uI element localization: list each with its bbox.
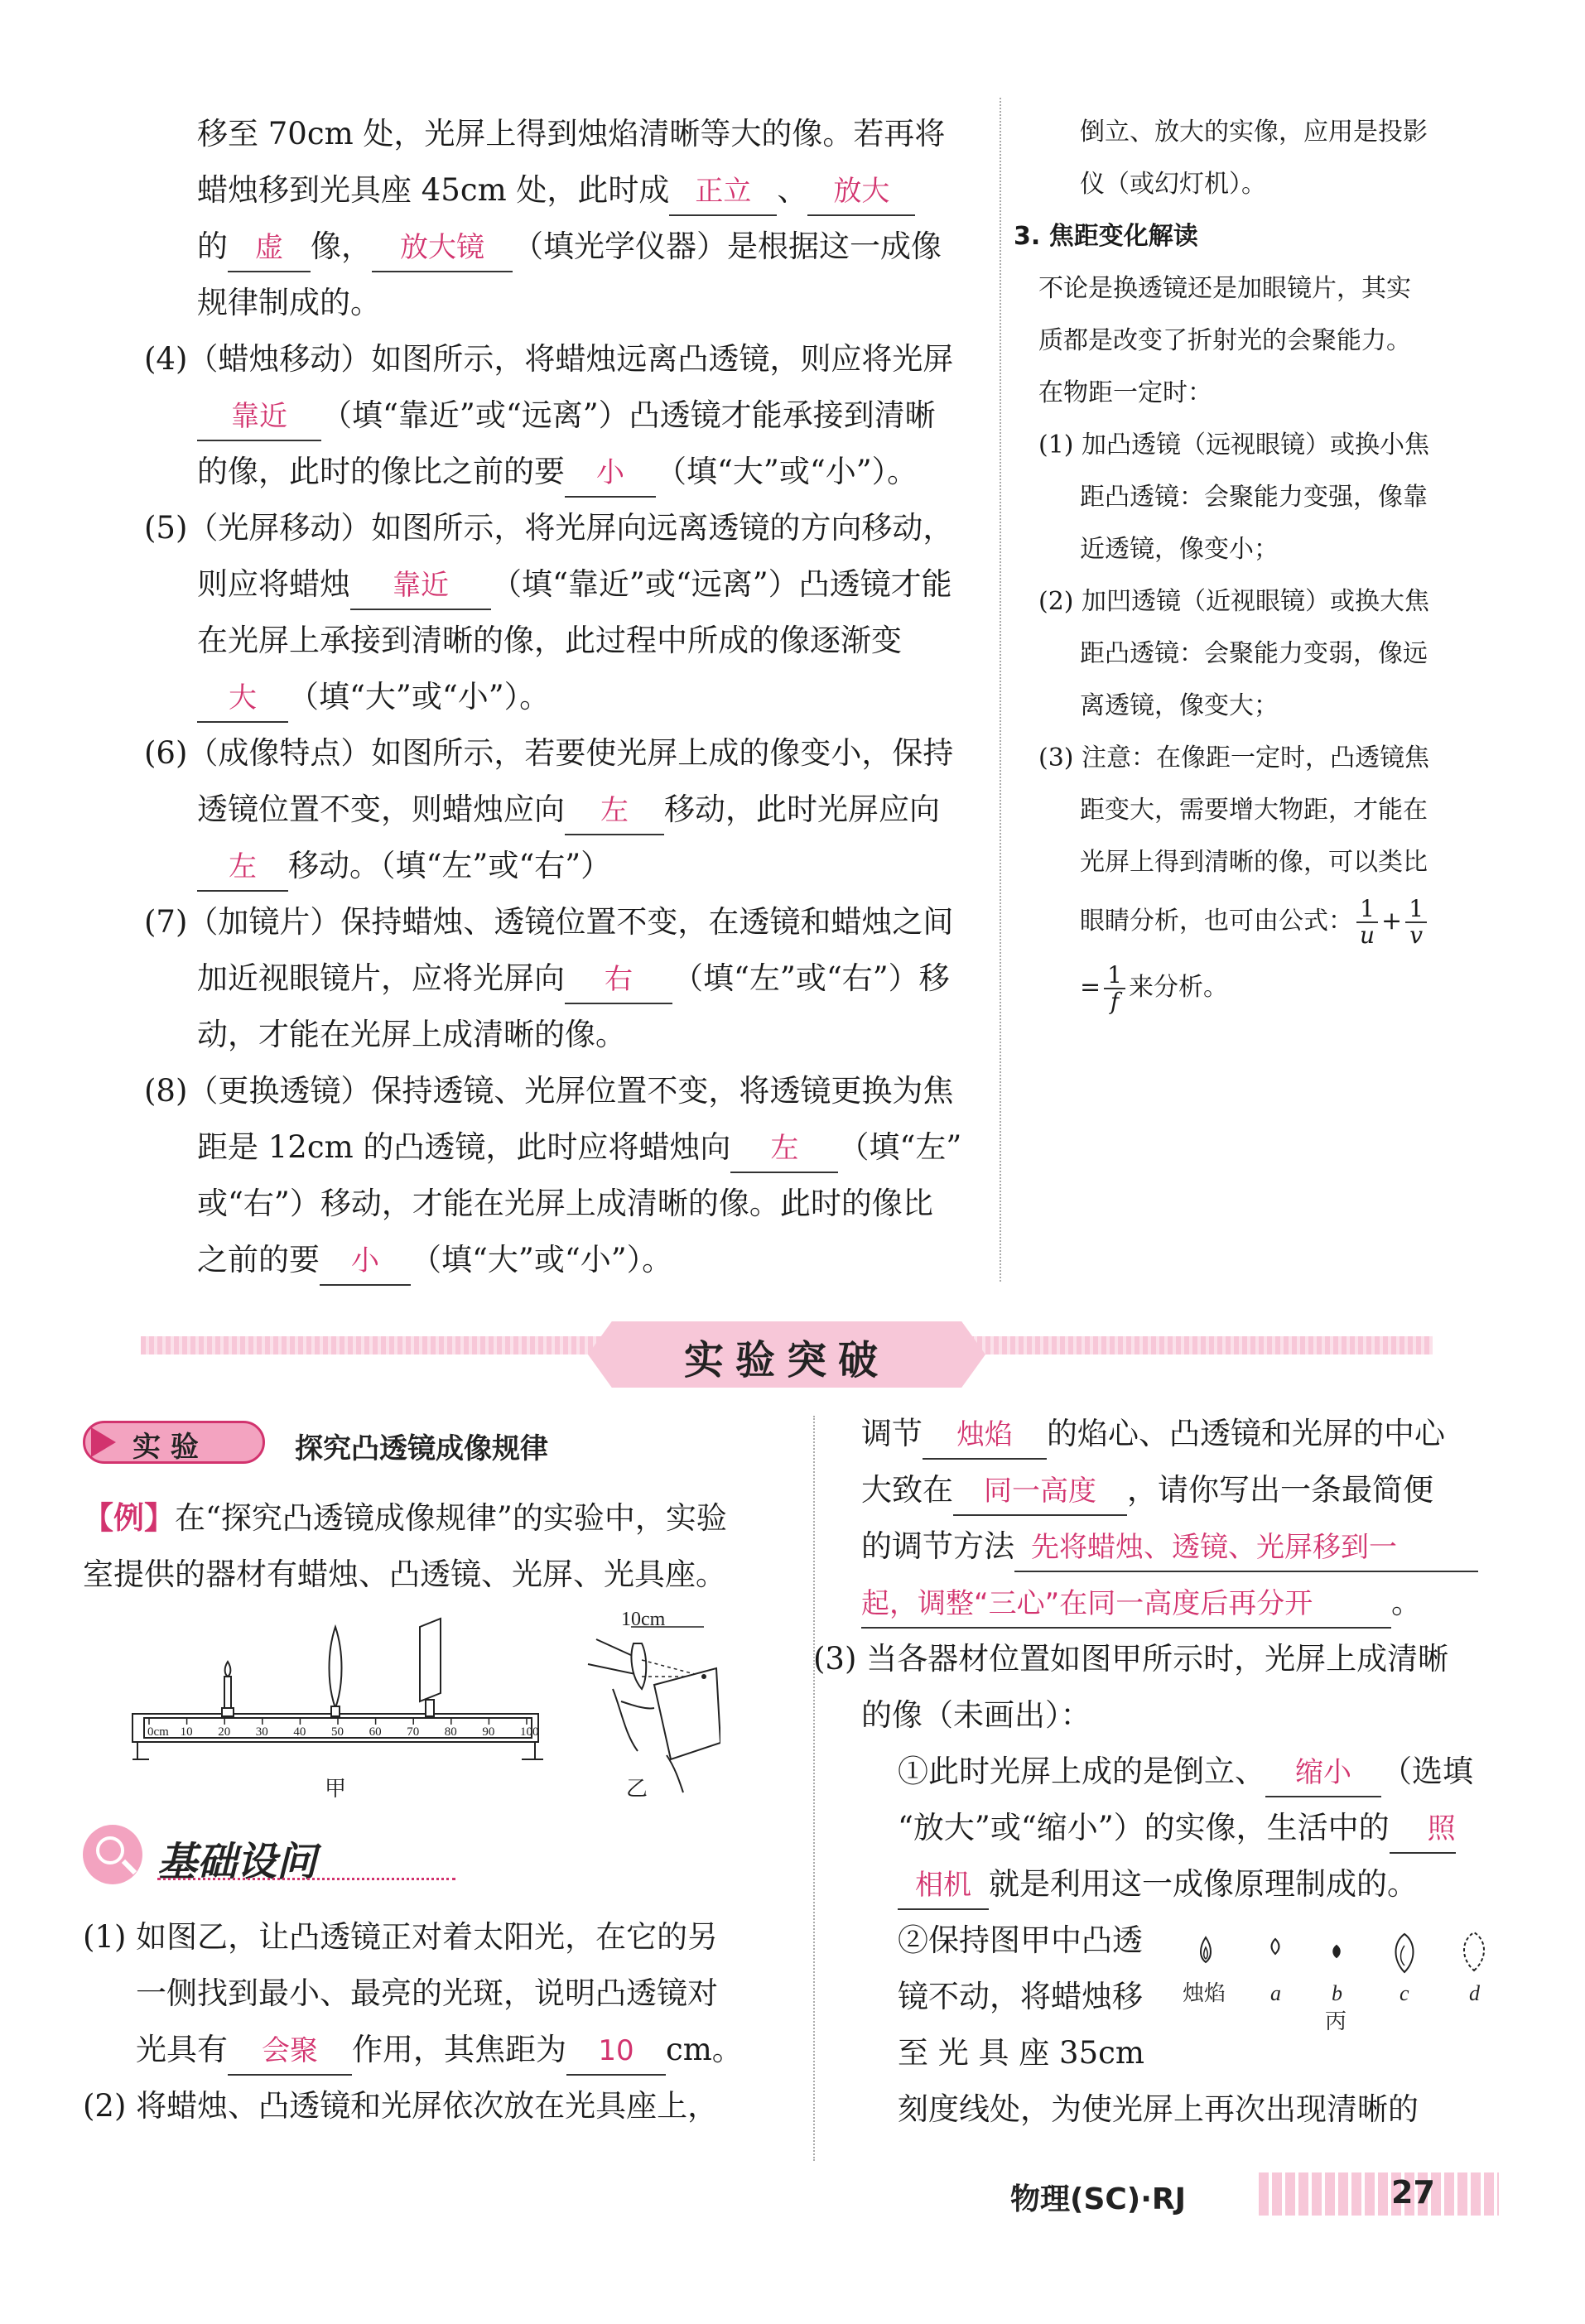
basics-underline bbox=[157, 1878, 455, 1880]
text-line: 之前的要 小 （填“大”或“小”）。 bbox=[197, 1232, 984, 1288]
answer-blank[interactable]: 同一高度 bbox=[953, 1468, 1127, 1516]
basics-header bbox=[83, 1821, 497, 1888]
answer-blank[interactable]: 先将蜡烛、透镜、光屏移到一 bbox=[1014, 1524, 1478, 1572]
text-line: 距是 12cm 的凸透镜，此时应将蜡烛向 左 （填“左” bbox=[197, 1119, 984, 1176]
text-line: 一侧找到最小、最亮的光斑，说明凸透镜对 bbox=[136, 1975, 718, 2011]
banner-title: 实验突破 bbox=[683, 1337, 889, 1383]
column-divider-bottom bbox=[813, 1416, 815, 2161]
page-footer bbox=[1010, 2169, 1507, 2219]
fraction: $\frac{1}{f}$ bbox=[1104, 963, 1125, 1014]
note-line: (2) 加凹透镜（近视眼镜）或换大焦 bbox=[1038, 587, 1430, 616]
note-line: 不论是换透镜还是加眼镜片，其实 bbox=[1038, 274, 1411, 303]
text-line: 动，才能在光屏上成清晰的像。 bbox=[197, 1017, 626, 1052]
note-line: (1) 加凸透镜（远视眼镜）或换小焦 bbox=[1038, 431, 1430, 460]
figure-jia-label: 甲 bbox=[325, 1777, 347, 1802]
answer-blank[interactable]: 左 bbox=[197, 844, 288, 892]
text-line: 加近视眼镜片，应将光屏向 右 （填“左”或“右”）移 bbox=[197, 950, 984, 1007]
text-line: 的 虚 像， 放大镜 （填光学仪器）是根据这一成像 bbox=[197, 219, 984, 275]
question-2: (2) 将蜡烛、凸透镜和光屏依次放在光具座上， bbox=[83, 2088, 719, 2124]
text-line: 左 移动。（填“左”或“右”） bbox=[197, 838, 984, 894]
answer-blank[interactable]: 起，调整“三心”在同一高度后再分开 bbox=[861, 1581, 1391, 1629]
text-line: 蜡烛移到光具座 45cm 处，此时成 正立 、 放大 bbox=[197, 162, 984, 219]
text-line: 的调节方法 先将蜡烛、透镜、光屏移到一 bbox=[861, 1518, 1524, 1575]
section-banner bbox=[141, 1321, 1433, 1388]
answer-blank[interactable]: 左 bbox=[565, 787, 664, 835]
answer-blank[interactable]: 左 bbox=[730, 1125, 838, 1173]
flame-label-d: d bbox=[1469, 1981, 1480, 2005]
answer-blank[interactable]: 照 bbox=[1390, 1806, 1456, 1854]
text-line: 的像，此时的像比之前的要 小 （填“大”或“小”）。 bbox=[197, 444, 984, 500]
note-line: 距凸透镜：会聚能力变弱，像远 bbox=[1080, 639, 1428, 668]
note-line: 倒立、放大的实像，应用是投影 bbox=[1080, 118, 1428, 147]
experiment-tag-label: 实 验 bbox=[132, 1431, 199, 1464]
answer-blank[interactable]: 正立 bbox=[669, 168, 777, 216]
answer-blank[interactable]: 10 bbox=[566, 2028, 666, 2076]
ruler-label: 90 bbox=[482, 1725, 495, 1739]
question-7: (7)（加镜片）保持蜡烛、透镜位置不变，在透镜和蜡烛之间 bbox=[144, 904, 954, 940]
question-5: (5)（光屏移动）如图所示，将光屏向远离透镜的方向移动， bbox=[144, 510, 954, 546]
left-column-top bbox=[144, 106, 984, 1288]
text-line: 或“右”）移动，才能在光屏上成清晰的像。此时的像比 bbox=[197, 1186, 933, 1221]
answer-blank[interactable]: 会聚 bbox=[228, 2028, 352, 2076]
text-line: ②保持图甲中凸透 bbox=[898, 1922, 1143, 1958]
ruler-label: 0cm bbox=[147, 1725, 169, 1739]
note-line: 距变大，需要增大物距，才能在 bbox=[1080, 796, 1428, 825]
text-line: 靠近 （填“靠近”或“远离”）凸透镜才能承接到清晰 bbox=[197, 387, 984, 444]
note-heading: 3. 焦距变化解读 bbox=[1014, 222, 1198, 251]
note-line: 仪（或幻灯机）。 bbox=[1080, 170, 1266, 199]
ruler-label: 20 bbox=[218, 1725, 231, 1739]
note-line: 质都是改变了折射光的会聚能力。 bbox=[1038, 326, 1411, 355]
ruler-label: 30 bbox=[255, 1725, 268, 1739]
answer-blank[interactable]: 放大 bbox=[807, 168, 915, 216]
flame-b bbox=[1333, 1946, 1340, 1957]
fraction: $\frac{1}{u}$ bbox=[1356, 897, 1378, 948]
figure-yi-label: 乙 bbox=[626, 1777, 648, 1802]
question-8: (8)（更换透镜）保持透镜、光屏位置不变，将透镜更换为焦 bbox=[144, 1073, 954, 1109]
answer-blank[interactable]: 虚 bbox=[228, 224, 311, 272]
right-column-notes bbox=[1014, 106, 1494, 1021]
flame-label-c: c bbox=[1400, 1981, 1409, 2005]
figure-flame-images bbox=[1176, 1921, 1507, 2045]
text-line: 大 （填“大”或“小”）。 bbox=[197, 669, 984, 725]
answer-blank[interactable]: 小 bbox=[320, 1238, 411, 1286]
text-line: 至 光 具 座 35cm bbox=[898, 2035, 1144, 2071]
note-line: 在物距一定时： bbox=[1038, 378, 1212, 407]
optical-bench bbox=[132, 1714, 543, 1759]
lens-in-sunlight bbox=[588, 1627, 720, 1792]
text-line: 【例】在“探究凸透镜成像规律”的实验中，实验 bbox=[83, 1500, 727, 1536]
flame-label: 烛焰 bbox=[1183, 1981, 1226, 2005]
text-line: 大致在 同一高度 ，请你写出一条最简便 bbox=[861, 1462, 1524, 1518]
question-3: (3) 当各器材位置如图甲所示时，光屏上成清晰 bbox=[813, 1641, 1449, 1677]
ruler-label: 10 bbox=[180, 1725, 193, 1739]
text-line: 刻度线处，为使光屏上再次出现清晰的 bbox=[898, 2091, 1419, 2127]
text-line: 在光屏上承接到清晰的像，此过程中所成的像逐渐变 bbox=[197, 623, 902, 658]
answer-blank[interactable]: 靠近 bbox=[350, 562, 491, 610]
question-1: (1) 如图乙，让凸透镜正对着太阳光，在它的另 bbox=[83, 1919, 719, 1955]
flame-label-a: a bbox=[1270, 1981, 1281, 2005]
note-line: 距凸透镜：会聚能力变强，像靠 bbox=[1080, 483, 1428, 512]
note-line-formula: 眼睛分析，也可由公式： $\frac{1}{u}$ + $\frac{1}{v}$ bbox=[1014, 888, 1494, 955]
note-line: 离透镜，像变大； bbox=[1080, 691, 1279, 720]
flame-d bbox=[1464, 1932, 1484, 1970]
ruler-label: 50 bbox=[331, 1725, 344, 1739]
ruler-label: 70 bbox=[407, 1725, 420, 1739]
note-line: 近透镜，像变小； bbox=[1080, 535, 1279, 564]
basics-title: 基础设问 bbox=[157, 1839, 317, 1885]
page-number: 27 bbox=[1391, 2174, 1435, 2211]
answer-blank[interactable]: 相机 bbox=[898, 1862, 989, 1910]
figure-bing-label: 丙 bbox=[1325, 2009, 1347, 2033]
flame-original bbox=[1201, 1937, 1211, 1962]
answer-blank[interactable]: 小 bbox=[565, 450, 656, 498]
footer-pattern bbox=[1259, 2172, 1499, 2216]
ruler-ticks bbox=[147, 1718, 539, 1739]
flame-c bbox=[1396, 1934, 1414, 1972]
text-line: 起，调整“三心”在同一高度后再分开 。 bbox=[861, 1575, 1524, 1631]
ruler-label: 100 bbox=[520, 1725, 539, 1739]
text-line: 移至 70cm 处，光屏上得到烛焰清晰等大的像。若再将 bbox=[197, 116, 946, 152]
experiment-topic: 探究凸透镜成像规律 bbox=[295, 1432, 548, 1465]
focal-distance-label: 10cm bbox=[621, 1610, 666, 1630]
basics-questions bbox=[83, 1909, 795, 2134]
answer-blank[interactable]: 烛焰 bbox=[923, 1412, 1047, 1460]
example-text bbox=[83, 1490, 795, 1603]
text-line: 透镜位置不变，则蜡烛应向 左 移动，此时光屏应向 bbox=[197, 782, 984, 838]
candle bbox=[222, 1662, 234, 1716]
text-line: ①此时光屏上成的是倒立、 缩小 （选填 bbox=[861, 1744, 1524, 1800]
answer-blank[interactable]: 缩小 bbox=[1265, 1749, 1381, 1797]
answer-blank[interactable]: 放大镜 bbox=[372, 224, 513, 272]
ruler-label: 60 bbox=[369, 1725, 382, 1739]
magnifier-icon-ring bbox=[96, 1836, 124, 1864]
fraction: $\frac{1}{v}$ bbox=[1405, 897, 1427, 948]
text-line: 调节 烛焰 的焰心、凸透镜和光屏的中心 bbox=[861, 1406, 1524, 1462]
text-line: 则应将蜡烛 靠近 （填“靠近”或“远离”）凸透镜才能 bbox=[197, 556, 984, 613]
note-line: (3) 注意：在像距一定时，凸透镜焦 bbox=[1038, 743, 1430, 772]
question-4: (4)（蜡烛移动）如图所示，将蜡烛远离凸透镜，则应将光屏 bbox=[144, 341, 954, 377]
footer-subject: 物理(SC)·RJ bbox=[1010, 2182, 1187, 2216]
text-line: 室提供的器材有蜡烛、凸透镜、光屏、光具座。 bbox=[83, 1557, 726, 1592]
text-line: 相机 就是利用这一成像原理制成的。 bbox=[861, 1856, 1524, 1913]
question-6: (6)（成像特点）如图所示，若要使光屏上成的像变小，保持 bbox=[144, 735, 954, 771]
convex-lens bbox=[330, 1627, 342, 1716]
example-label: 【例】 bbox=[83, 1500, 175, 1536]
note-line: 光屏上得到清晰的像，可以类比 bbox=[1080, 848, 1428, 877]
experiment-header bbox=[83, 1417, 795, 1467]
answer-blank[interactable]: 靠近 bbox=[197, 393, 321, 441]
text-line: 光具有 会聚 作用，其焦距为 10 cm。 bbox=[83, 2022, 795, 2078]
light-screen bbox=[420, 1619, 441, 1716]
text-line: “放大”或“缩小”）的实像，生活中的 照 bbox=[861, 1800, 1524, 1856]
text-line: 的像（未画出）： bbox=[861, 1697, 1091, 1733]
play-icon bbox=[91, 1427, 116, 1457]
note-line-formula: = $\frac{1}{f}$ 来分析。 bbox=[1080, 961, 1228, 1015]
ruler-label: 40 bbox=[293, 1725, 306, 1739]
text-line: 镜不动，将蜡烛移 bbox=[898, 1979, 1143, 2014]
answer-blank[interactable]: 右 bbox=[565, 956, 672, 1004]
ruler-label: 80 bbox=[444, 1725, 457, 1739]
answer-blank[interactable]: 大 bbox=[197, 675, 288, 723]
flame-a bbox=[1272, 1939, 1279, 1954]
column-divider bbox=[1000, 98, 1001, 1282]
text-line: 规律制成的。 bbox=[197, 285, 381, 320]
flame-label-b: b bbox=[1332, 1981, 1342, 2005]
